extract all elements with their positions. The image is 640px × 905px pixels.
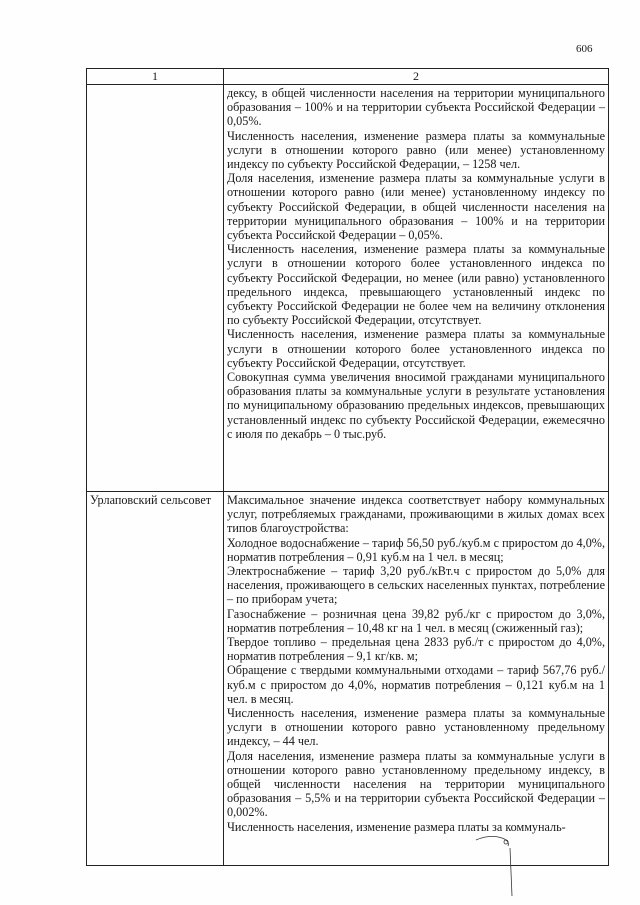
municipality-name [87, 85, 223, 94]
header-col2: 2 [224, 69, 609, 85]
table-header-row [87, 69, 609, 85]
content-table [86, 68, 609, 866]
paragraph: Твердое топливо – предельная цена 2833 руб./т с приростом до 4,0%, норматив потребления – 9,1 кг/кв. м; [227, 635, 605, 664]
paragraph: дексу, в общей численности населения на территории муниципального образования – 100% и на территории субъекта Российской Федерации – 0,05%. [227, 86, 605, 129]
paragraph: Численность населения, изменение размера платы за коммунальные услуги в отношении которого более установленного индекса по субъекту Российской Федерации, отсутствует. [227, 327, 605, 370]
page-number: 606 [576, 43, 593, 55]
header-col1: 1 [87, 69, 224, 85]
paragraph: Численность населения, изменение размера платы за коммунальные услуги в отношении которого равно установленному предельному индексу, – 44 чел. [227, 706, 605, 749]
paragraph: Холодное водоснабжение – тариф 56,50 руб./куб.м с приростом до 4,0%, норматив потребления – 0,91 куб.м на 1 чел. в месяц; [227, 535, 605, 564]
paragraph: Электроснабжение – тариф 3,20 руб./кВт.ч с приростом до 5,0% для населения, проживающего в сельских населенных пунктах, потребление – по приборам учета; [227, 564, 605, 607]
municipality-name: Урлаповский сельсовет [90, 493, 212, 507]
description-cell [224, 85, 609, 492]
table-row [87, 85, 609, 492]
handwritten-signature-mark [470, 828, 530, 898]
paragraph: Доля населения, изменение размера платы за коммунальные услуги в отношении которого равно (или менее) установленному индексу по субъекту Российской Федерации, в общей численности населения на территории муниципального образования – 100% и на территории субъекта Российской Федерации – 0,05%. [227, 171, 605, 243]
municipality-cell [87, 492, 224, 866]
paragraph: Совокупная сумма увеличения вносимой гражданами муниципального образования платы за коммунальные услуги в результате установления по муниципальному образованию предельных индексов, превышающих установленный индекс по субъекту Российской Федерации, ежемесячно с июля по декабрь – 0 тыс.руб. [227, 370, 605, 441]
paragraph: Максимальное значение индекса соответствует набору коммунальных услуг, потребляемых гражданами, проживающими в жилых домах всех типов благоустройства: [227, 493, 605, 536]
paragraph: Численность населения, изменение размера платы за коммунальные услуги в отношении которого более установленного индекса по субъекту Российской Федерации, но менее (или равно) установленного предельного индекса, превышающего установленный индекс по субъекту Российской Федерации не более чем на величину отклонения по субъекту Российской Федерации, отсутствует. [227, 242, 605, 328]
paragraph: Газоснабжение – розничная цена 39,82 руб./кг с приростом до 3,0%, норматив потребления – 10,48 кг на 1 чел. в месяц (сжиженный газ); [227, 606, 605, 635]
paragraph: Обращение с твердыми коммунальными отходами – тариф 567,76 руб./куб.м с приростом до 4,0%, норматив потребления – 0,121 куб.м на 1 чел. в месяц. [227, 663, 605, 706]
paragraph: Доля населения, изменение размера платы за коммунальные услуги в отношении которого равно установленному предельному индексу, в общей численности населения на территории муниципального образования – 5,5% и на территории субъекта Российской Федерации – 0,002%. [227, 748, 605, 820]
municipality-cell [87, 85, 224, 492]
paragraph: Численность населения, изменение размера платы за коммунальные услуги в отношении которого равно (или менее) установленному индексу по субъекту Российской Федерации, – 1258 чел. [227, 128, 605, 172]
table-row [87, 492, 609, 866]
description-cell [224, 492, 609, 866]
paragraph: Численность населения, изменение размера платы за коммуналь- [227, 819, 566, 834]
